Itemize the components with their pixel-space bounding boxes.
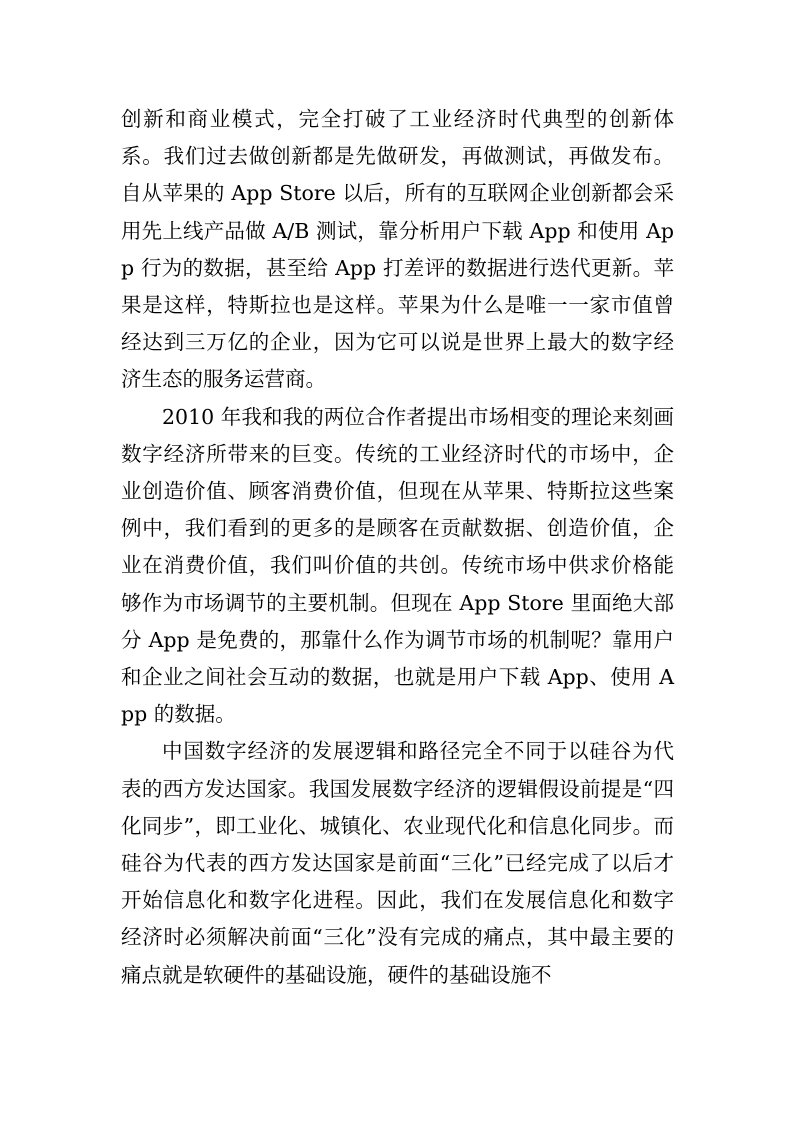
paragraph-market-phase-change: 2010 年我和我的两位合作者提出市场相变的理论来刻画数字经济所带来的巨变。传统的工业经济时代的市场中，企业创造价值、顾客消费价值，但现在从苹果、特斯拉这些案例中，我们看到的更多的是顾客在贡献数据、创造价值，企业在消费价值，我们叫价值的共创。传统市场中供求价格能够作为市场调节的主要机制。但现在 App Store 里面绝大部分 App 是免费的，那靠什么作为调节市场的机制呢？靠用户和企业之间社会互动的数据，也就是用户下载 App、使用 App 的数据。 (121, 404, 674, 727)
document-body (121, 101, 674, 994)
paragraph-china-digital-economy: 中国数字经济的发展逻辑和路径完全不同于以硅谷为代表的西方发达国家。我国发展数字经济的逻辑假设前提是“四化同步”，即工业化、城镇化、农业现代化和信息化同步。而硅谷为代表的西方发达国家是前面“三化”已经完成了以后才开始信息化和数字化进程。因此，我们在发展信息化和数字经济时必须解决前面“三化”没有完成的痛点，其中最主要的痛点就是软硬件的基础设施，硬件的基础设施不 (121, 739, 674, 987)
paragraph-continuation: 创新和商业模式，完全打破了工业经济时代典型的创新体系。我们过去做创新都是先做研发，再做测试，再做发布。自从苹果的 App Store 以后，所有的互联网企业创新都会采用先上线产品做 A/B 测试，靠分析用户下载 App 和使用 App 行为的数据，甚至给 App 打差评的数据进行迭代更新。苹果是这样，特斯拉也是这样。苹果为什么是唯一一家市值曾经达到三万亿的企业，因为它可以说是世界上最大的数字经济生态的服务运营商。 (121, 107, 674, 392)
